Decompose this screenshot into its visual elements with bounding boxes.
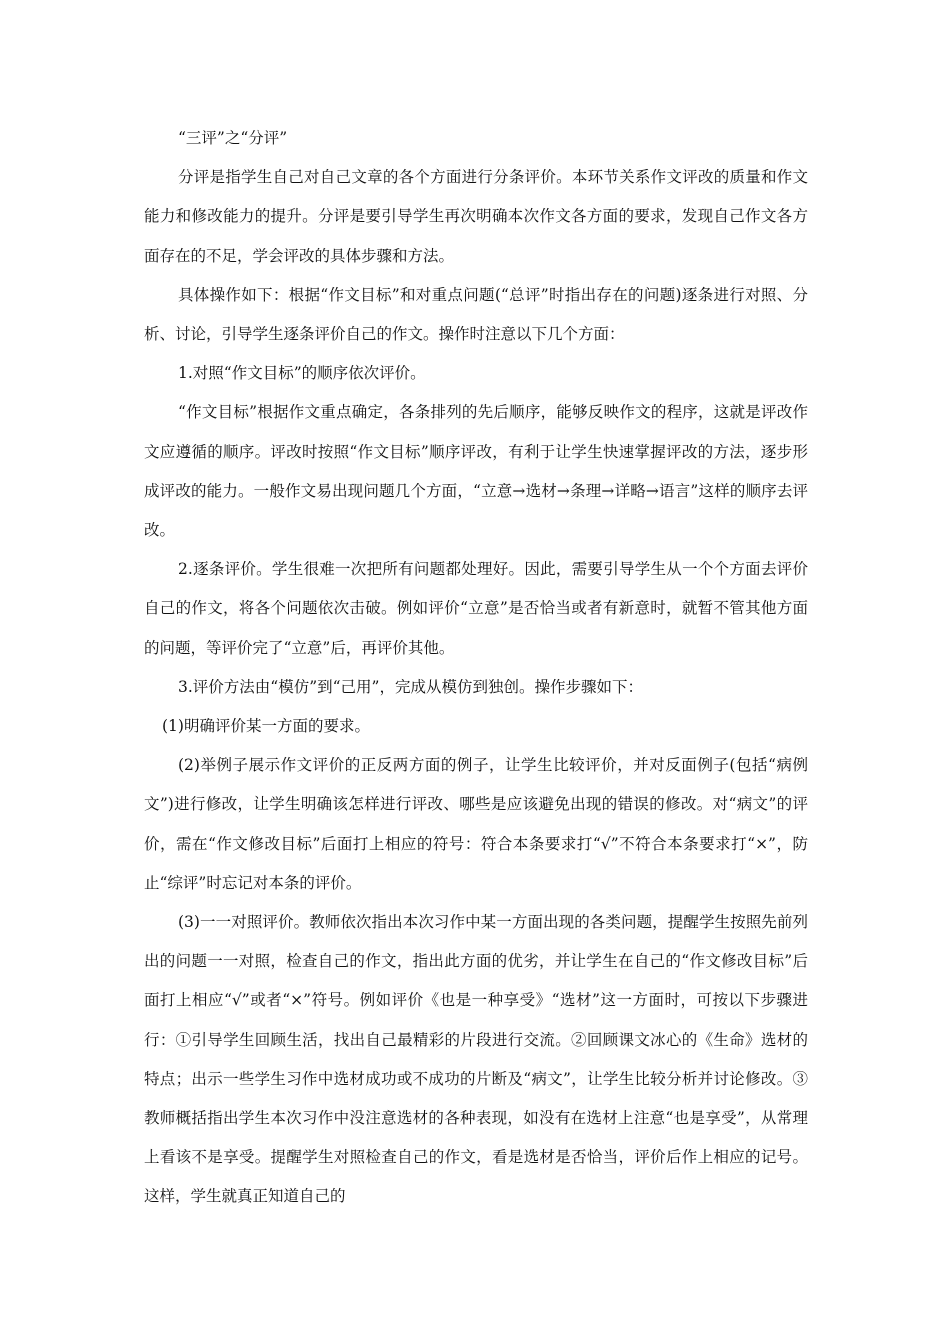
paragraph-step-2: (2)举例子展示作文评价的正反两方面的例子，让学生比较评价，并对反面例子(包括“病例文”)进行修改，让学生明确该怎样进行评改、哪些是应该避免出现的错误的修改。对“病文”的评价，需在“作文修改目标”后面打上相应的符号：符合本条要求打“√”不符合本条要求打“×”，防止“综评”时忘记对本条的评价。 <box>144 756 808 892</box>
document-body <box>144 119 808 1217</box>
paragraph-step-1: (1)明确评价某一方面的要求。 <box>162 717 370 736</box>
paragraph-point-3: 3.评价方法由“模仿”到“己用”，完成从模仿到独创。操作步骤如下： <box>178 677 643 696</box>
paragraph-point-1: 1.对照“作文目标”的顺序依次评价。 <box>178 364 426 383</box>
paragraph-intro: 分评是指学生自己对自己文章的各个方面进行分条评价。本环节关系作文评改的质量和作文能力和修改能力的提升。分评是要引导学生再次明确本次作文各方面的要求，发现自己作文各方面存在的不足，学会评改的具体步骤和方法。 <box>144 168 808 265</box>
paragraph-point-1-detail: “作文目标”根据作文重点确定，各条排列的先后顺序，能够反映作文的程序，这就是评改作文应遵循的顺序。评改时按照“作文目标”顺序评改，有利于让学生快速掌握评改的方法，逐步形成评改的能力。一般作文易出现问题几个方面，“立意→选材→条理→详略→语言”这样的顺序去评改。 <box>144 403 808 540</box>
paragraph-operation: 具体操作如下：根据“作文目标”和对重点问题(“总评”时指出存在的问题)逐条进行对照、分析、讨论，引导学生逐条评价自己的作文。操作时注意以下几个方面： <box>144 285 808 344</box>
paragraph-step-3: (3)一一对照评价。教师依次指出本次习作中某一方面出现的各类问题，提醒学生按照先前列出的问题一一对照，检查自己的作文，指出此方面的优劣，并让学生在自己的“作文修改目标”后面打上相应“√”或者“×”符号。例如评价《也是一种享受》“选材”这一方面时，可按以下步骤进行：①引导学生回顾生活，找出自己最精彩的片段进行交流。②回顾课文冰心的《生命》选材的特点；出示一些学生习作中选材成功或不成功的片断及“病文”，让学生比较分析并讨论修改。③教师概括指出学生本次习作中没注意选材的各种表现，如没有在选材上注意“也是享受”，从常理上看该不是享受。提醒学生对照检查自己的作文，看是选材是否恰当，评价后作上相应的记号。这样，学生就真正知道自己的 <box>144 913 808 1206</box>
paragraph-point-2: 2.逐条评价。学生很难一次把所有问题都处理好。因此，需要引导学生从一个个方面去评价自己的作文，将各个问题依次击破。例如评价“立意”是否恰当或者有新意时，就暂不管其他方面的问题，等评价完了“立意”后，再评价其他。 <box>144 560 808 657</box>
section-heading: “三评”之“分评” <box>178 129 288 147</box>
